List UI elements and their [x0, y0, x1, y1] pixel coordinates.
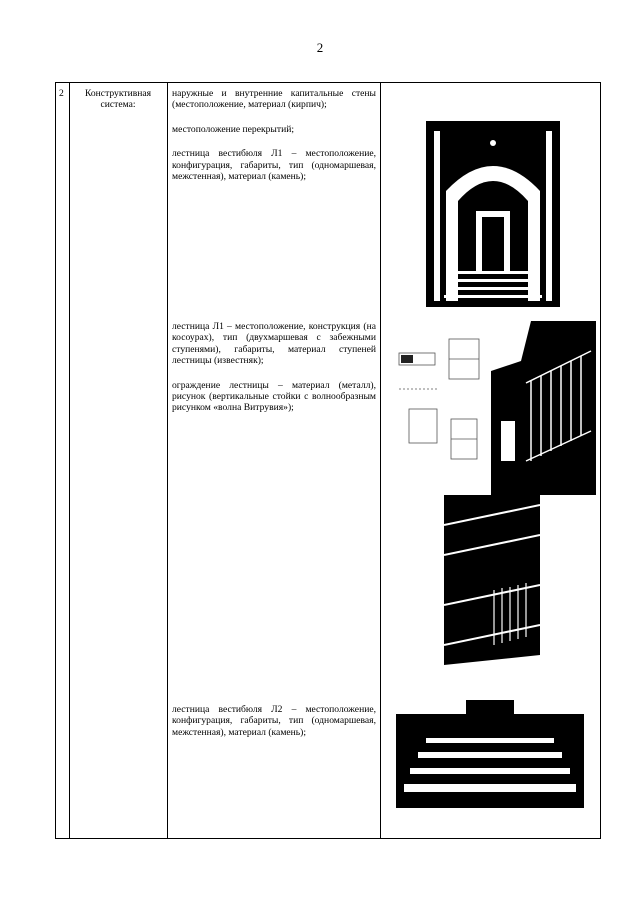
page-number: 2 [316, 40, 324, 55]
staircase-l1-photo [491, 321, 596, 495]
column-divider [167, 83, 168, 838]
column-divider [380, 83, 381, 838]
railing-photo [444, 495, 540, 689]
paragraph: лестница вестибюля Л2 – местоположение, конфигурация, габариты, тип (одномаршевая, межстенная), материал (камень); [172, 704, 376, 738]
row-index: 2 [59, 88, 64, 99]
paragraph: местоположение перекрытий; [172, 123, 295, 135]
paragraph: наружные и внутренние капитальные стены (местоположение, материал (кирпич); [172, 88, 376, 111]
vestibule-staircase-photo [426, 121, 560, 307]
description-block-1 [172, 88, 376, 195]
description-block-2 [172, 321, 376, 427]
features-table [55, 82, 601, 839]
paragraph: лестница вестибюля Л1 – местоположение, конфигурация, габариты, тип (одномаршевая, межстенная), материал (камень); [172, 148, 376, 183]
description-block-3 [172, 704, 376, 751]
paragraph: лестница Л1 – местоположение, конструкция (на косоурах), тип (двухмаршевая с забежными ступенями), габариты, материал ступеней лестницы (известняк); [172, 321, 376, 367]
paragraph: ограждение лестницы – материал (металл), рисунок (вертикальные стойки с волнообразным рисунком «волна Витрувия»); [172, 379, 376, 414]
column-divider [69, 83, 70, 838]
vestibule-l2-steps-photo [396, 700, 584, 808]
row-label: Конструктивная система: [84, 88, 152, 111]
floor-plan-sketch [389, 319, 489, 485]
